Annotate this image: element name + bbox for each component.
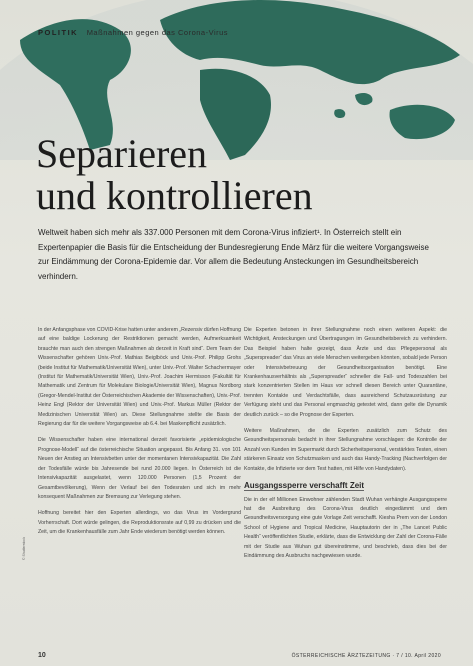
subheading: Ausgangssperre verschafft Zeit (244, 481, 365, 491)
section-label: POLITIK (38, 28, 79, 37)
publication-info: ÖSTERREICHISCHE ÄRZTEZEITUNG · 7 / 10. April 2020 (291, 653, 441, 659)
section-subtitle: Maßnahmen gegen das Corona-Virus (86, 28, 229, 37)
lead-paragraph: Weltweit haben sich mehr als 337.000 Personen mit dem Corona-Virus infiziert¹. In Österreich stellt ein Expertenpapier die Basis für die Entscheidung der Bundesregierung Ende März für die weitere Vorgangsweise zur Eindämmung der Corona-Epidemie dar. Vor allem die Bedeutung Ansteckungen im Gesundheitsbereich verhindern. (38, 228, 429, 281)
right-paragraph-2: Weitere Maßnahmen, die die Experten zusätzlich zum Schutz des Gesundheitspersonals bedacht in ihrer Stellungnahme vorschlagen: die Kontrolle der Anzahl von Kunden im Supermarkt durch Sicherheitspersonal, verstärktes Testen, einen stärkeren Einsatz von Schutzmasken und auch das Handy-Tracking (Nachverfolgen der Kontakte, die Infizierte vor dem Test hatten, mit Hilfe von Handydaten). (244, 428, 447, 472)
right-paragraph-1: Die Experten betonen in ihrer Stellungnahme noch einen weiteren Aspekt: die Wichtigkeit, Ansteckungen und Übertragungen im Gesundheitsbereich zu verhindern. Das Beispiel haben halte gezeigt, dass Ärzte und das Pflegepersonal als „Superspreader“ das Virus an viele Menschen weitergeben könnten, sobald jede Person oder Intensivbetreuung der Gesundheitsorganisation benötigt. Eine Krankenhausverhältnis als „Superspreader“ schneller die Fall- und Todeszahlen bei stark konzentrierten Stellen im Haus vor schnell diesen Bereich unter Quarantäne, trennten Kontakte und Verdachtsfälle, dass ausreichend Schutzausrüstung zur Verfügung steht und das Personal engmaschig getestet wird, dann gelte die Dynamik deutlich zurück – so die Prognose der Experten. (244, 327, 447, 418)
right-column (244, 326, 447, 568)
section-header (38, 28, 228, 37)
photo-credit: © Shutterstock (22, 536, 26, 560)
left-paragraph-2: Die Wissenschafter haben eine international derzeit favorisierte „epidemiologische Prognose-Modell“ auf die österreichische Situation angepasst. Bis Anfang 31. von 101 Neuen der Anstieg an Intensivbetten unter der momentanen Intensivkapazität. Die Zahl der Todesfälle würde bis Jahresende bei rund 20.000 liegen. In Österreich ist die Intensivkapazität ausgelastet, wenn 120.000 Personen (1,5 Prozent der Gesamtbevölkerung), Wenn der Verlauf bei den Todesraten und sich im mehr konsequent Maßnahmen zur Bremsung zur Verlegung stehen. (38, 437, 241, 500)
headline (36, 133, 456, 217)
left-paragraph-1: In der Anfangsphase von COVID-Krise hatten unter anderem „Rezensiv dürfen Hoffnung auf eine baldige Lockerung der Restriktionen gemacht werden, Aufmerksamkeit brauchte man auch den strengen Maßnahmen ab derzeit in Kraft sind“. Dem Team der Wissenschafter gehören Univ.-Prof. Mathias Beiglböck und Univ.-Prof. Philipp Grohs (beide Institut für Mathematik/Universität Wien), unter Univ.-Prof. Walter Schachermayer (Institut für Mathematik/Universität Wien), Univ.-Prof. Joachim Hermisson (Fakultät für Mathematik und Zentrum für Molekulare Biologie/Universität Wien), Magnus Nordborg (Gregor-Mendel-Institut der Österreichischen Akademie der Wissenschaften), Univ.-Prof. Heinz Engl (Rektor der Universität Wien) und Univ.-Prof. Markus Müller (Rektor der Medizinischen Universität Wien) an. Diese Stellungnahme stellte die Basis der Regierung dar für die weitere Vorgangsweise ab 6.4. bei Maskenpflicht zusätzlich. (38, 327, 241, 428)
left-paragraph-3: Hoffnung bereitet hier den Experten allerdings, wo das Virus im Vordergrund Vorherrschaft. Dort würde gelingen, die Reproduktionsrate auf 0,99 zu drücken und die Zeit, um die Krankenhausfälle zum Jahr Ende wiederum benötigt werden können. (38, 510, 241, 536)
headline-line-2: und kontrollieren (36, 173, 313, 218)
left-column (38, 326, 241, 545)
page-number: 10 (38, 652, 46, 659)
page-footer (38, 652, 453, 659)
headline-line-1: Separieren (36, 131, 208, 176)
right-paragraph-3: Die in der elf Millionen Einwohner zählenden Stadt Wuhan verhängte Ausgangssperre hat die Ausbreitung des Corona-Virus deutlich eingedämmt und dem Gesundheitsversorgung eine gute Vorlage Zeit verschafft. Kiesha Prem von der London School of Hygiene and Tropical Medicine, Hauptautorin der in „The Lancet Public Health“ veröffentlichten Studie, erklärte, dass die Entwicklung der Zahl der Corona-Fälle mit der Studie aus Wuhan gut übereinstimme, und beschrieb, dass dies bei der Eindämmung des Ausbruchs nachgewiesen wurde. (244, 496, 447, 559)
